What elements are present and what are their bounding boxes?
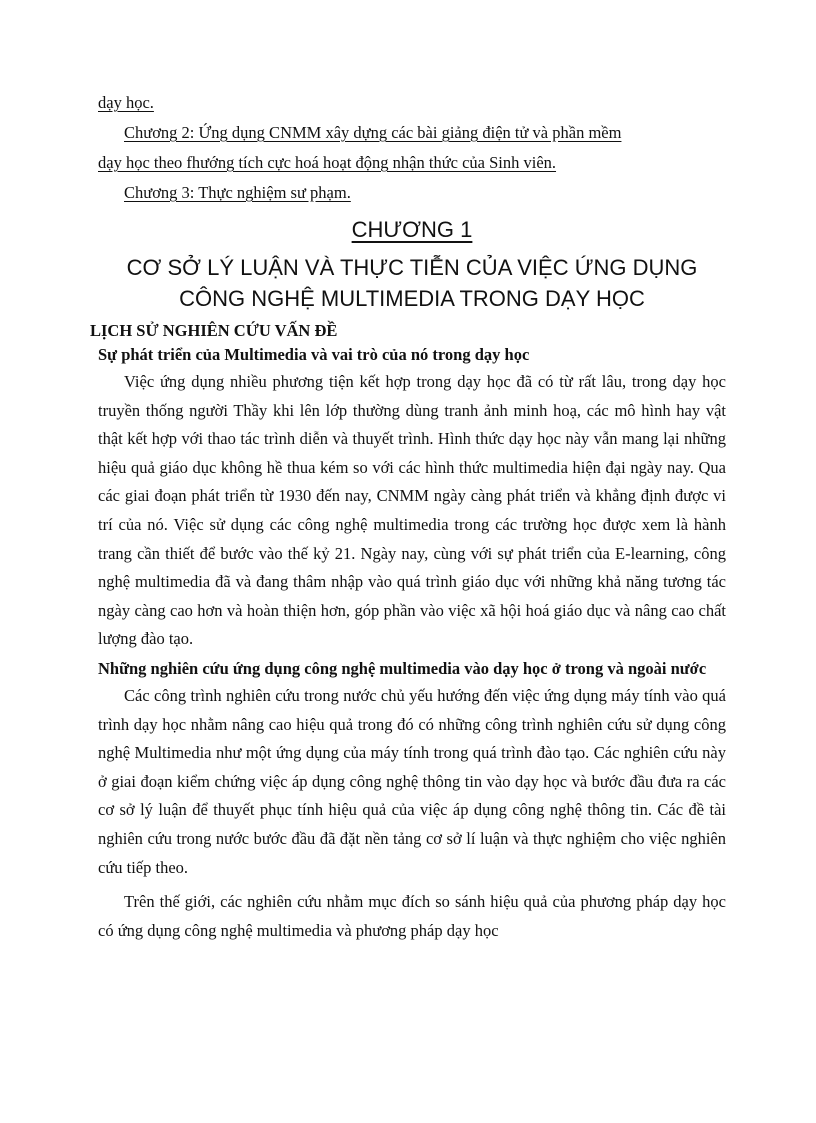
section-heading: LỊCH SỬ NGHIÊN CỨU VẤN ĐỀ: [90, 321, 338, 340]
paragraph-world-research: Trên thế giới, các nghiên cứu nhằm mục đích so sánh hiệu quả của phương pháp dạy học có ứng dụng công nghệ multimedia và phương pháp dạy học: [98, 892, 726, 940]
chapter-title: [88, 252, 736, 314]
paragraph-multimedia-development: Việc ứng dụng nhiều phương tiện kết hợp trong dạy học đã có từ rất lâu, trong dạy học truyền thống người Thầy khi lên lớp thường dùng tranh ảnh minh hoạ, các mô hình hay vật thật kết hợp với thao tác trình diễn và thuyết trình. Hình thức dạy học này vẫn mang lại những hiệu quả giáo dục không hề thua kém so với các hình thức multimedia hiện đại ngày nay. Qua các giai đoạn phát triển từ 1930 đến nay, CNMM ngày càng phát triển và khẳng định được vi trí của nó. Việc sử dụng các công nghệ multimedia trong các trường học được xem là hành trang cần thiết để bước vào thế kỷ 21. Ngày nay, cùng với sự phát triển của E-learning, công nghệ multimedia đã và đang thâm nhập vào quá trình giáo dục với những khả năng tương tác ngày càng cao hơn và hoàn thiện hơn, góp phần vào việc xã hội hoá giáo dục và nâng cao chất lượng đào tạo.: [98, 372, 726, 649]
intro-line-chapter-2-cont: dạy học theo fhướng tích cực hoá hoạt động nhận thức của Sinh viên.: [98, 153, 557, 172]
paragraph-domestic-research: Các công trình nghiên cứu trong nước chủ yếu hướng đến việc ứng dụng máy tính vào quá trình dạy học nhằm nâng cao hiệu quả trong đó có những công trình nghiên cứu sử dụng công nghệ Multimedia như một ứng dụng của máy tính trong quá trình đào tạo. Các nghiên cứu này ở giai đoạn kiểm chứng việc áp dụng công nghệ thông tin vào dạy học và bước đầu đưa ra các cơ sở lý luận để thuyết phục tính hiệu quả của việc áp dụng công nghệ thông tin. Các đề tài nghiên cứu trong nước bước đầu đã đặt nền tảng cơ sở lí luận và thực nghiệm cho việc nghiên cứu tiếp theo.: [98, 685, 726, 877]
document-page: [90, 88, 726, 945]
intro-line-chapter-2: Chương 2: Ứng dụng CNMM xây dựng các bài giảng điện tử và phần mềm: [124, 123, 622, 142]
subsection-heading-1: Sự phát triển của Multimedia và vai trò của nó trong dạy học: [98, 345, 530, 364]
chapter-title-line-1: CƠ SỞ LÝ LUẬN VÀ THỰC TIỄN CỦA VIỆC ỨNG DỤNG: [126, 255, 698, 280]
chapter-title-line-2: CÔNG NGHỆ MULTIMEDIA TRONG DẠY HỌC: [179, 286, 645, 311]
chapter-label: CHƯƠNG 1: [351, 217, 473, 242]
subsection-heading-2: Những nghiên cứu ứng dụng công nghệ multimedia vào dạy học ở trong và ngoài nước: [98, 658, 707, 678]
intro-line-1: dạy học.: [98, 93, 154, 112]
intro-line-chapter-3: Chương 3: Thực nghiệm sư phạm.: [124, 183, 351, 202]
